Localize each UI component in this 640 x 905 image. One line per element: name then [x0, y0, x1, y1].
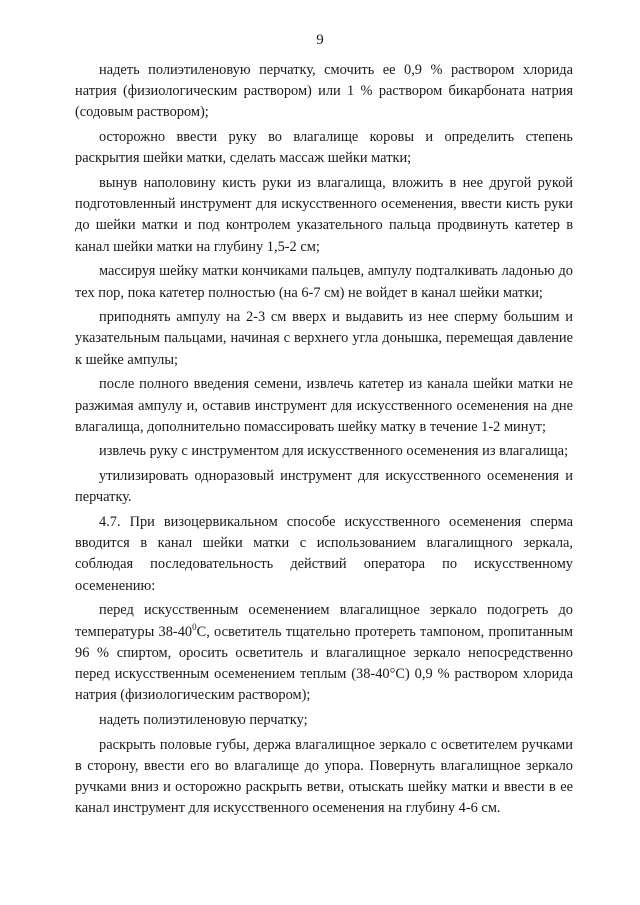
paragraph-remove-hand: извлечь руку с инструментом для искусственного осеменения из влагалища;: [99, 443, 569, 460]
paragraph-squeeze-ampoule: приподнять ампулу на 2-3 см вверх и выдавить из нее сперму большим и указательным пальцами, начиная с верхнего угла донышка, перемещая давление к шейке ампулы;: [75, 309, 573, 368]
paragraph-insert-hand: осторожно ввести руку во влагалище коровы и определить степень раскрытия шейки матки, сделать массаж шейки матки;: [75, 129, 573, 167]
temperature-text-after: С, осветитель тщательно протереть тампоном, пропитанным 96 % спиртом, оросить осветитель и влагалищное зеркало непосредственно перед искусственным осеменением теплым (38-40°С) 0,9 % раствором хлорида натрия (физиологическим раствором);: [75, 623, 573, 704]
paragraph-warm-speculum: [75, 600, 573, 706]
paragraph-remove-catheter: после полного введения семени, извлечь катетер из канала шейки матки не разжимая ампулу и, оставив инструмент для искусственного осеменения на дне влагалища, дополнительно помассировать шейку матку в течение 1-2 минут;: [75, 376, 573, 435]
document-body: [75, 60, 573, 823]
page-number: 9: [316, 32, 324, 48]
temperature-degree-superscript: 0: [192, 621, 197, 632]
paragraph-insert-instrument: вынув наполовину кисть руки из влагалища, вложить в нее другой рукой подготовленный инструмент для искусственного осеменения, ввести кисть руки до шейки матки и под контролем указательного пальца продвинуть катетер в канал шейки матки на глубину 1,5-2 см;: [75, 175, 573, 255]
paragraph-section-4-7: 4.7. При визоцервикальном способе искусственного осеменения сперма вводится в канал шейки матки с использованием влагалищного зеркала, соблюдая последовательность действий оператора по искусственному осеменению:: [75, 514, 573, 594]
temperature-text-before: перед искусственным осеменением влагалищное зеркало подогреть до температуры 38-40: [75, 602, 573, 640]
paragraph-put-on-glove-2: надеть полиэтиленовую перчатку;: [99, 711, 308, 728]
paragraph-dispose-instrument: утилизировать одноразовый инструмент для искусственного осеменения и перчатку.: [75, 468, 573, 506]
paragraph-open-speculum: раскрыть половые губы, держа влагалищное зеркало с осветителем ручками в сторону, ввести его во влагалище до упора. Повернуть влагалищное зеркало ручками вниз и осторожно раскрыть ветви, отыскать шейку матки и ввести в ее канал инструмент для искусственного осеменения на глубину 4-6 см.: [75, 736, 573, 817]
paragraph-massage-cervix: массируя шейку матки кончиками пальцев, ампулу подталкивать ладонью до тех пор, пока катетер полностью (на 6-7 см) не войдет в канал шейки матки;: [75, 263, 573, 301]
paragraph-put-on-glove: надеть полиэтиленовую перчатку, смочить ее 0,9 % раствором хлорида натрия (физиологическим раствором) или 1 % раствором бикарбоната натрия (содовым раствором);: [75, 62, 573, 121]
